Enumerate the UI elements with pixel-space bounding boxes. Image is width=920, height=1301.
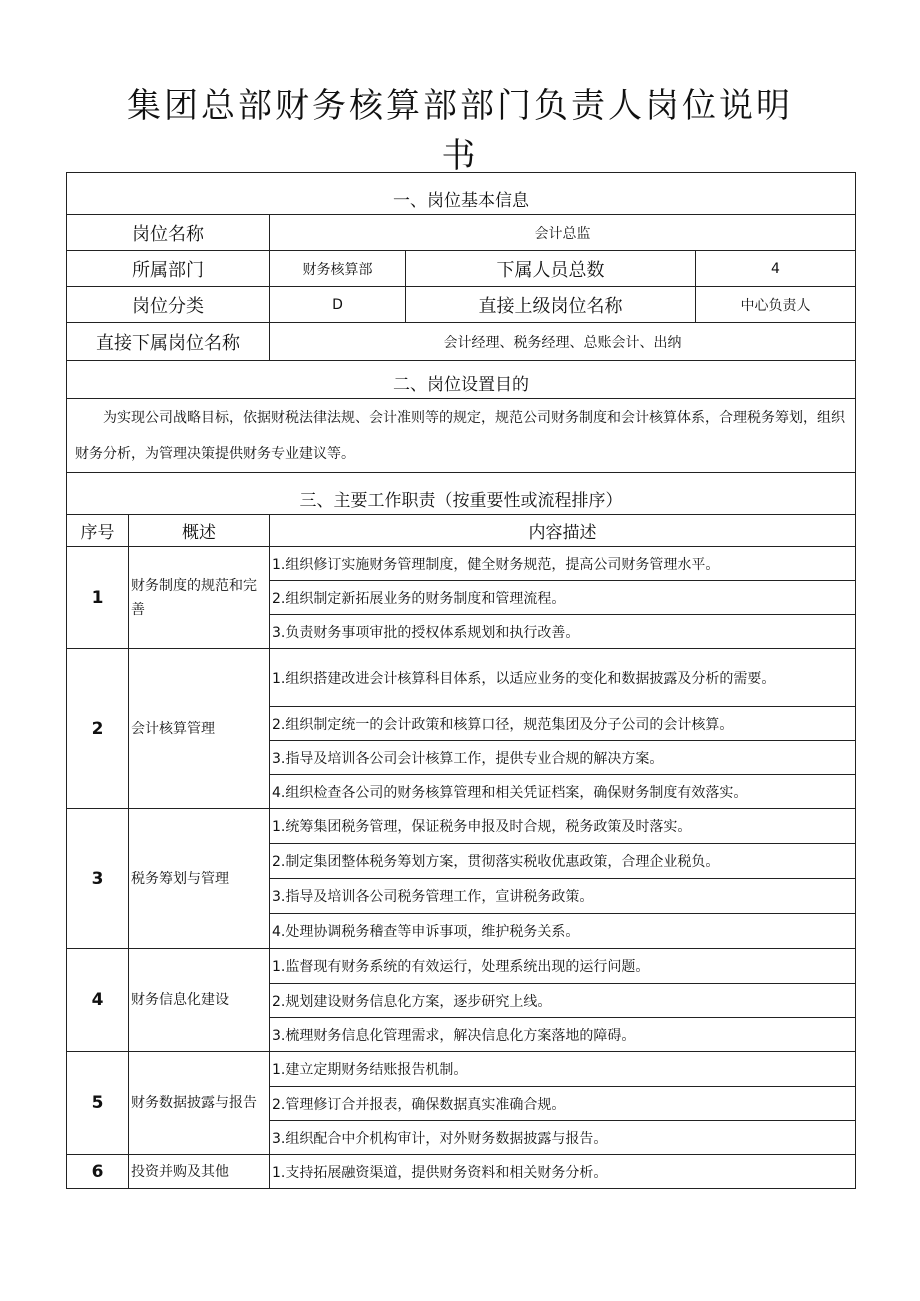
duty-item: 3.组织配合中介机构审计，对外财务数据披露与报告。 — [270, 1121, 856, 1155]
duty-summary: 财务制度的规范和完善 — [129, 547, 270, 649]
category-label: 岗位分类 — [67, 287, 270, 323]
superior-label: 直接上级岗位名称 — [406, 287, 696, 323]
duty-item: 1.组织修订实施财务管理制度，健全财务规范，提高公司财务管理水平。 — [270, 547, 856, 581]
duty-item: 2.管理修订合并报表，确保数据真实准确合规。 — [270, 1087, 856, 1121]
duty-item: 1.组织搭建改进会计核算科目体系，以适应业务的变化和数据披露及分析的需要。 — [270, 649, 856, 707]
duty-summary: 税务筹划与管理 — [129, 809, 270, 949]
duty-item: 1.建立定期财务结账报告机制。 — [270, 1052, 856, 1087]
duties-col-no: 序号 — [67, 515, 129, 547]
duty-item: 2.制定集团整体税务筹划方案，贯彻落实税收优惠政策，合理企业税负。 — [270, 844, 856, 879]
section-basic-info-header: 一、岗位基本信息 — [67, 173, 856, 215]
duty-item: 1.支持拓展融资渠道，提供财务资料和相关财务分析。 — [270, 1155, 856, 1189]
purpose-text: 为实现公司战略目标，依据财税法律法规、会计准则等的规定，规范公司财务制度和会计核算体系，合理税务筹划，组织财务分析，为管理决策提供财务专业建议等。 — [67, 399, 856, 473]
department-label: 所属部门 — [67, 251, 270, 287]
duty-item: 3.指导及培训各公司税务管理工作，宣讲税务政策。 — [270, 879, 856, 914]
subordinates-value: 4 — [696, 251, 856, 287]
duty-item: 1.监督现有财务系统的有效运行，处理系统出现的运行问题。 — [270, 949, 856, 984]
duty-summary: 投资并购及其他 — [129, 1155, 270, 1189]
duty-item: 2.组织制定新拓展业务的财务制度和管理流程。 — [270, 581, 856, 615]
duty-summary: 财务数据披露与报告 — [129, 1052, 270, 1155]
duty-item: 3.梳理财务信息化管理需求，解决信息化方案落地的障碍。 — [270, 1018, 856, 1052]
duty-number: 1 — [67, 547, 129, 649]
duty-item: 1.统筹集团税务管理，保证税务申报及时合规，税务政策及时落实。 — [270, 809, 856, 844]
duty-item: 2.规划建设财务信息化方案，逐步研究上线。 — [270, 984, 856, 1018]
category-value: D — [270, 287, 406, 323]
superior-value: 中心负责人 — [696, 287, 856, 323]
duty-item: 4.处理协调税务稽查等申诉事项，维护税务关系。 — [270, 914, 856, 949]
duty-number: 4 — [67, 949, 129, 1052]
document-title-continued: 书 — [441, 136, 479, 176]
duties-col-description: 内容描述 — [270, 515, 856, 547]
duty-number: 5 — [67, 1052, 129, 1155]
position-name-value: 会计总监 — [270, 215, 856, 251]
document-title: 集团总部财务核算部部门负责人岗位说明 — [127, 86, 793, 126]
duty-item: 2.组织制定统一的会计政策和核算口径，规范集团及分子公司的会计核算。 — [270, 707, 856, 741]
direct-reports-label: 直接下属岗位名称 — [67, 323, 270, 361]
duty-summary: 财务信息化建设 — [129, 949, 270, 1052]
duty-item: 3.负责财务事项审批的授权体系规划和执行改善。 — [270, 615, 856, 649]
duty-number: 2 — [67, 649, 129, 809]
direct-reports-value: 会计经理、税务经理、总账会计、出纳 — [270, 323, 856, 361]
position-name-label: 岗位名称 — [67, 215, 270, 251]
duty-summary: 会计核算管理 — [129, 649, 270, 809]
job-description-table — [66, 172, 856, 1189]
duty-item: 4.组织检查各公司的财务核算管理和相关凭证档案，确保财务制度有效落实。 — [270, 775, 856, 809]
subordinates-label: 下属人员总数 — [406, 251, 696, 287]
section-duties-header: 三、主要工作职责（按重要性或流程排序） — [67, 473, 856, 515]
duty-number: 6 — [67, 1155, 129, 1189]
duty-item: 3.指导及培训各公司会计核算工作，提供专业合规的解决方案。 — [270, 741, 856, 775]
section-purpose-header: 二、岗位设置目的 — [67, 361, 856, 399]
duties-col-summary: 概述 — [129, 515, 270, 547]
department-value: 财务核算部 — [270, 251, 406, 287]
duty-number: 3 — [67, 809, 129, 949]
